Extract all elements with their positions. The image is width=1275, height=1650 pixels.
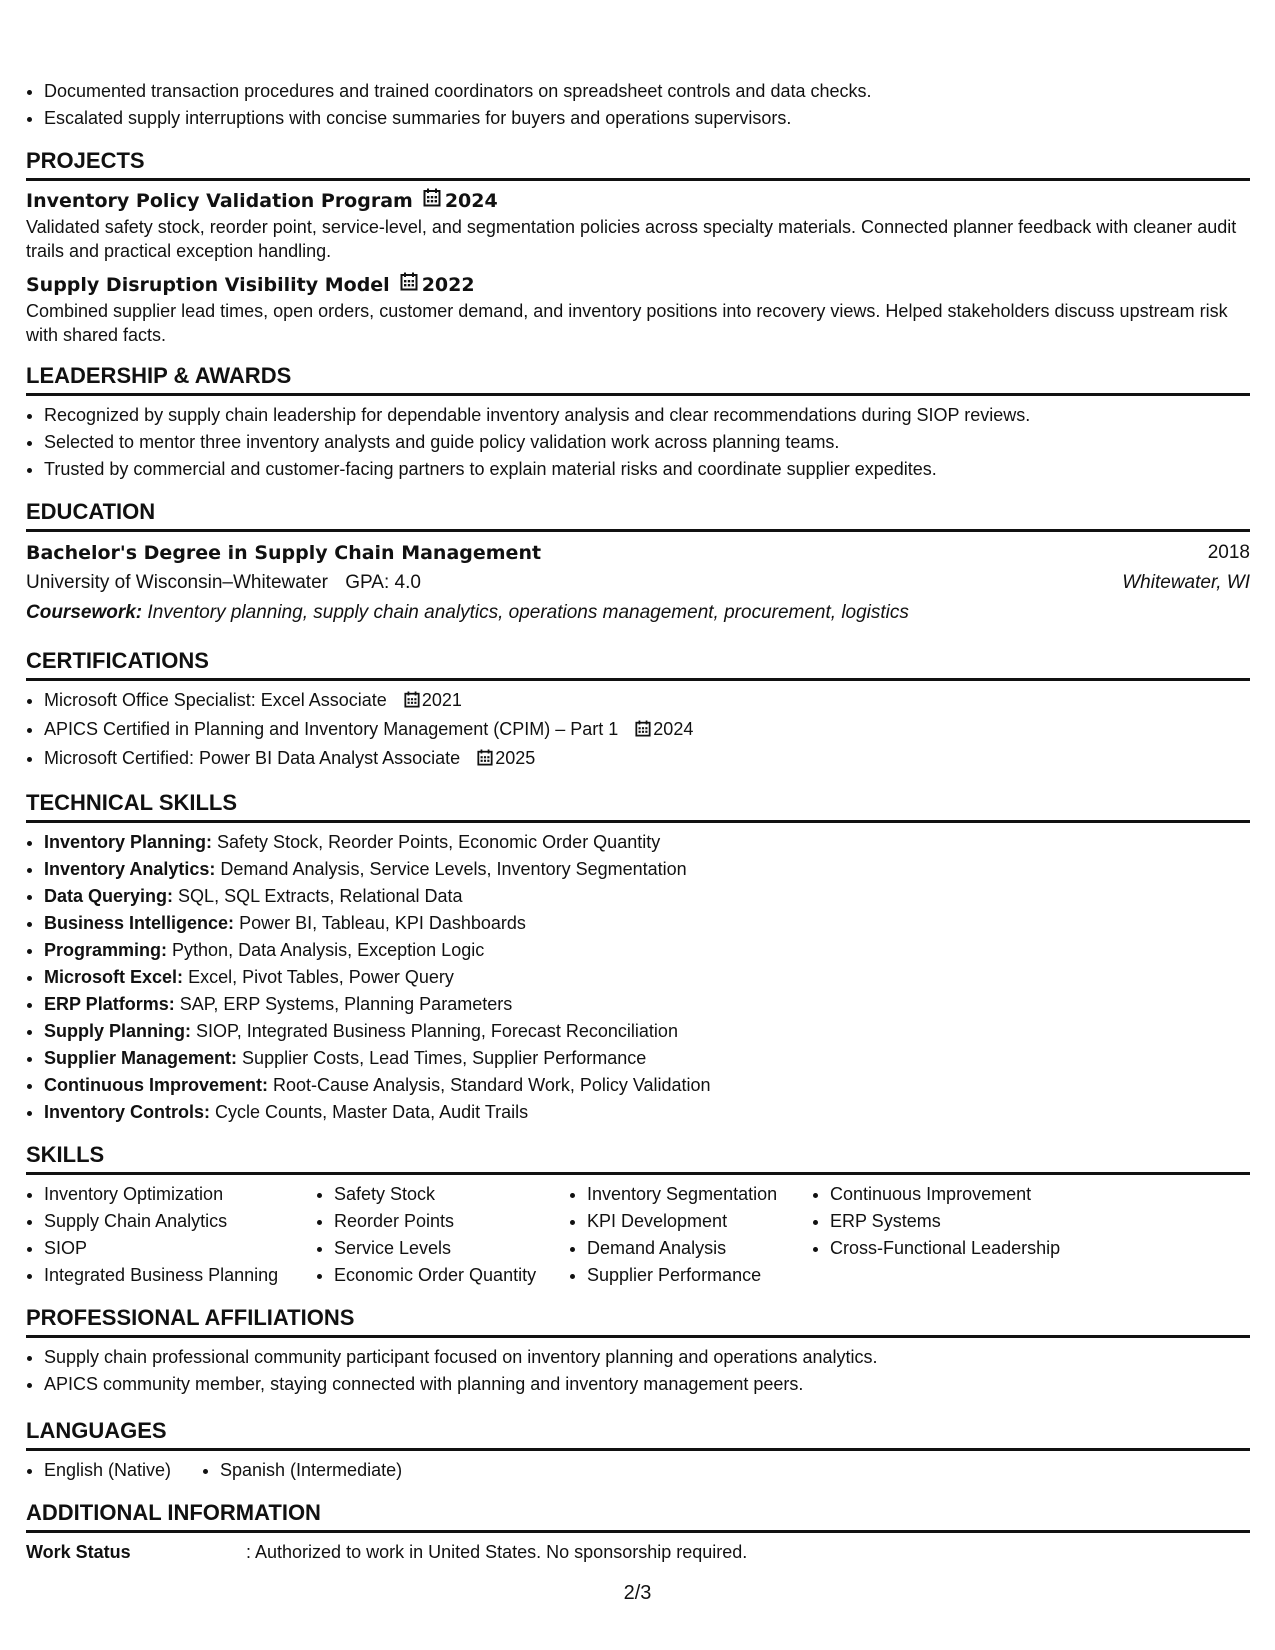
skill-values: Root-Cause Analysis, Standard Work, Policy Validation [273,1075,711,1095]
list-item [44,1045,1250,1072]
list-item: • Continuous Improvement [830,1181,1112,1208]
list-item: • Spanish (Intermediate) [220,1457,402,1484]
work-status-label: Work Status [26,1542,131,1562]
skills-column [26,1181,316,1289]
list-item: • Trusted by commercial and customer-facing partners to explain material risks and coordinate supplier expedites. [44,456,1250,483]
section-divider [26,393,1250,396]
list-item [44,1099,1250,1126]
section-title-languages: LANGUAGES [26,1418,167,1443]
list-item [44,1072,1250,1099]
work-status-row [26,1539,1250,1566]
affiliations-list [26,1344,1250,1398]
list-item [44,745,1250,774]
list-item: • SIOP [44,1235,316,1262]
list-item: • Demand Analysis [587,1235,812,1262]
certification-name: Microsoft Certified: Power BI Data Analyst Associate [44,748,461,768]
skill-values: Excel, Pivot Tables, Power Query [188,967,454,987]
resume-page [26,78,1250,1566]
project-year: 2022 [421,274,475,296]
education-school-row [26,568,1250,598]
skill-values: Safety Stock, Reorder Points, Economic Order Quantity [217,832,661,852]
list-item: • Service Levels [334,1235,569,1262]
list-item: • Recognized by supply chain leadership for dependable inventory analysis and clear recommendations during SIOP reviews. [44,402,1250,429]
certification-name: Microsoft Office Specialist: Excel Associate [44,690,387,710]
calendar-icon [400,271,418,299]
skill-category: Inventory Analytics: [44,859,216,879]
project-year: 2024 [444,190,498,212]
certification-year: 2025 [495,748,536,768]
education-header-row [26,538,1250,568]
leadership-list [26,402,1250,483]
skill-category: Supplier Management: [44,1048,238,1068]
coursework-label: Coursework: [26,602,143,623]
list-item: • Economic Order Quantity [334,1262,569,1289]
skill-values: SIOP, Integrated Business Planning, Forecast Reconciliation [196,1021,678,1041]
skill-category: ERP Platforms: [44,994,175,1014]
skill-category: Microsoft Excel: [44,967,184,987]
section-divider [26,820,1250,823]
certifications-list [26,687,1250,774]
project-title [26,187,1250,215]
list-item [44,716,1250,745]
list-item: • Documented transaction procedures and trained coordinators on spreadsheet controls and data checks. [44,78,1250,105]
skill-category: Inventory Controls: [44,1102,211,1122]
section-title-affiliations: PROFESSIONAL AFFILIATIONS [26,1305,355,1330]
list-item: • APICS community member, staying connected with planning and inventory management peers. [44,1371,1250,1398]
section-title-education: EDUCATION [26,499,156,524]
gpa: GPA: 4.0 [345,572,421,593]
experience-bullets [26,78,1250,132]
section-title-certifications: CERTIFICATIONS [26,648,209,673]
skill-values: Python, Data Analysis, Exception Logic [172,940,485,960]
list-item [44,991,1250,1018]
list-item [44,937,1250,964]
section-title-additional: ADDITIONAL INFORMATION [26,1500,321,1525]
list-item [44,910,1250,937]
calendar-icon [423,187,441,215]
certification-year: 2021 [421,690,462,710]
section-divider [26,1172,1250,1175]
list-item [44,964,1250,991]
list-item: • Cross-Functional Leadership [830,1235,1112,1262]
skill-category: Inventory Planning: [44,832,213,852]
skill-values: SQL, SQL Extracts, Relational Data [178,886,463,906]
list-item: • ERP Systems [830,1208,1112,1235]
list-item: • Reorder Points [334,1208,569,1235]
skill-values: SAP, ERP Systems, Planning Parameters [179,994,513,1014]
list-item [44,829,1250,856]
section-title-skills: SKILLS [26,1142,105,1167]
skills-column [569,1181,812,1289]
project-description: Combined supplier lead times, open orders, customer demand, and inventory positions into recovery views. Helped stakeholders discuss upstream risk with shared facts. [26,301,1228,345]
skills-column [316,1181,569,1289]
degree-name: Bachelor's Degree in Supply Chain Management [26,542,542,564]
list-item: • Selected to mentor three inventory analysts and guide policy validation work across planning teams. [44,429,1250,456]
section-divider [26,1448,1250,1451]
work-status-value: : Authorized to work in United States. No sponsorship required. [246,1542,748,1562]
languages-column [26,1457,202,1484]
list-item: • Inventory Segmentation [587,1181,812,1208]
list-item: • Supply Chain Analytics [44,1208,316,1235]
skill-category: Programming: [44,940,168,960]
coursework-row [26,598,1250,628]
certification-year: 2024 [653,719,694,739]
list-item: • Supply chain professional community participant focused on inventory planning and operations analytics. [44,1344,1250,1371]
technical-skills-list [26,829,1250,1126]
project-name: Inventory Policy Validation Program [26,190,413,212]
skill-category: Supply Planning: [44,1021,191,1041]
section-divider [26,1530,1250,1533]
section-title-projects: PROJECTS [26,148,145,173]
calendar-icon [635,718,651,745]
section-divider [26,178,1250,181]
list-item: • English (Native) [44,1457,202,1484]
list-item: • Escalated supply interruptions with concise summaries for buyers and operations supervisors. [44,105,1250,132]
languages-row [26,1457,1250,1484]
project-name: Supply Disruption Visibility Model [26,274,390,296]
list-item: • Integrated Business Planning [44,1262,316,1289]
school-name: University of Wisconsin–Whitewater [26,572,328,593]
skill-values: Demand Analysis, Service Levels, Inventory Segmentation [220,859,687,879]
list-item [44,687,1250,716]
certification-name: APICS Certified in Planning and Inventory Management (CPIM) – Part 1 [44,719,619,739]
section-divider [26,678,1250,681]
skill-values: Cycle Counts, Master Data, Audit Trails [215,1102,529,1122]
skills-column [812,1181,1112,1289]
graduation-year: 2018 [1207,542,1250,563]
skill-category: Continuous Improvement: [44,1075,268,1095]
page-number: 2/3 [623,1582,652,1604]
section-title-leadership: LEADERSHIP & AWARDS [26,363,292,388]
skill-values: Supplier Costs, Lead Times, Supplier Performance [242,1048,647,1068]
coursework-text: Inventory planning, supply chain analytics, operations management, procurement, logistics [147,602,909,623]
list-item [44,856,1250,883]
list-item [44,883,1250,910]
section-divider [26,1335,1250,1338]
list-item [44,1018,1250,1045]
section-title-technical-skills: TECHNICAL SKILLS [26,790,238,815]
section-divider [26,529,1250,532]
list-item: • Supplier Performance [587,1262,812,1289]
project-title [26,271,1250,299]
list-item: • Inventory Optimization [44,1181,316,1208]
calendar-icon [404,689,420,716]
languages-column [202,1457,402,1484]
calendar-icon [477,747,493,774]
school-location: Whitewater, WI [1122,572,1250,593]
list-item: • Safety Stock [334,1181,569,1208]
skill-values: Power BI, Tableau, KPI Dashboards [239,913,526,933]
list-item: • KPI Development [587,1208,812,1235]
skill-category: Business Intelligence: [44,913,235,933]
skill-category: Data Querying: [44,886,174,906]
skills-columns [26,1181,1250,1289]
project-description: Validated safety stock, reorder point, service-level, and segmentation policies across specialty materials. Connected planner feedback with cleaner audit trails and practical exception handling. [26,217,1237,261]
